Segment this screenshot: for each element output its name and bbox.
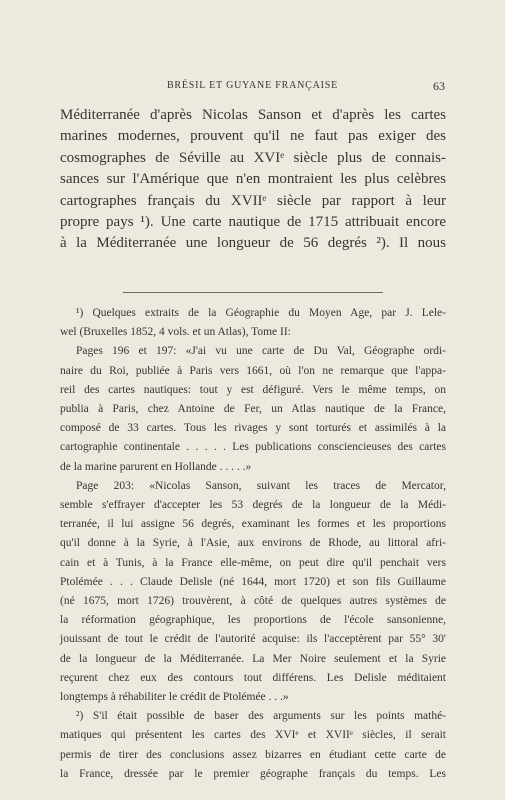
footnote-line: qu'il donne à la Syrie, à l'Asie, aux environs de Rhode, au littoral afri-	[60, 537, 446, 550]
footnote-line: reil des cartes nautiques: tout y est défiguré. Vers le même temps, on	[60, 383, 446, 396]
footnote-line: ¹) Quelques extraits de la Géographie du Moyen Age, par J. Lele-	[76, 307, 446, 319]
page-header	[60, 79, 445, 95]
footnote-divider	[123, 292, 383, 293]
footnote-line: jouissant de tout le crédit de l'autorité acquise: ils l'acceptèrent par 55° 30'	[60, 633, 446, 646]
footnote-line: terranée, il lui assigne 56 degrés, examinant les formes et les proportions	[60, 518, 446, 531]
footnote-line: la France, dressée par le premier géographe français du temps. Les	[60, 767, 446, 780]
footnote-line: publia à Paris, chez Antoine de Fer, un Atlas nautique de la France,	[60, 403, 446, 416]
footnote-line: Ptolémée . . . Claude Delisle (né 1644, mort 1720) et son fils Guillaume	[60, 575, 446, 588]
footnote-line: wel (Bruxelles 1852, 4 vols. et un Atlas), Tome II:	[60, 326, 291, 339]
footnote-line: reçurent chez eux des contours tout différens. Les Delisle méditaient	[60, 671, 446, 684]
footnote-line: cartographie continentale . . . . . Les publications consciencieuses des cartes	[60, 441, 446, 454]
footnote-line: longtemps à réhabiliter le crédit de Ptolémée . . .»	[60, 691, 289, 704]
main-text-line: sances sur l'Amérique que n'en montraient les plus celèbres	[60, 171, 446, 188]
main-text-line: marines modernes, prouvent qu'il ne faut pas exiger des	[60, 128, 446, 145]
main-text-line: cosmographes de Séville au XVIᵉ siècle plus de connais-	[60, 149, 446, 166]
footnote-line: ²) S'il était possible de baser des arguments sur les points mathé-	[76, 710, 446, 723]
footnote-line: Pages 196 et 197: «J'ai vu une carte de Du Val, Géographe ordi-	[76, 345, 446, 358]
running-title: BRÉSIL ET GUYANE FRANÇAISE	[166, 80, 339, 91]
footnote-line: de la marine parurent en Hollande . . . . .»	[60, 460, 252, 473]
main-text	[60, 105, 446, 255]
main-text-line: cartographes français du XVIIᵉ siècle par rapport à leur	[60, 192, 446, 209]
footnote-line: composé de 33 cartes. Tous les rivages y sont torturés et assimilés à la	[60, 422, 446, 435]
footnote-line: cain et à Tunis, à la France elle-même, on peut dire qu'il penchait vers	[60, 556, 446, 569]
footnote-line: la réformation géographique, les proportions de l'école sansonienne,	[60, 614, 446, 627]
main-text-line: propre pays ¹). Une carte nautique de 1715 attribuait encore	[60, 214, 446, 231]
footnote-line: (né 1675, mort 1726) trouvèrent, à côté de quelques autres systèmes de	[60, 595, 446, 608]
footnote-line: naire du Roi, publiée à Paris vers 1661, où l'on ne remarque que l'appa-	[60, 364, 446, 377]
footnote-line: Page 203: «Nicolas Sanson, suivant les traces de Mercator,	[76, 479, 446, 492]
main-text-line: Méditerranée d'après Nicolas Sanson et d'après les cartes	[60, 107, 446, 123]
footnotes	[60, 304, 446, 784]
page-number: 63	[433, 79, 445, 93]
footnote-line: de la longueur de la Méditerranée. La Mer Noire seulement et la Syrie	[60, 652, 446, 665]
main-text-line: à la Méditerranée une longueur de 56 degrés ²). Il nous	[60, 235, 446, 252]
footnote-line: semble s'effrayer d'accepter les 53 degrés de la longueur de la Médi-	[60, 499, 446, 512]
footnote-line: matiques qui présentent les cartes des XVIᵉ et XVIIᵉ siècles, il serait	[60, 729, 446, 742]
footnote-line: permis de tirer des conclusions assez bizarres en étudiant cette carte de	[60, 748, 446, 761]
